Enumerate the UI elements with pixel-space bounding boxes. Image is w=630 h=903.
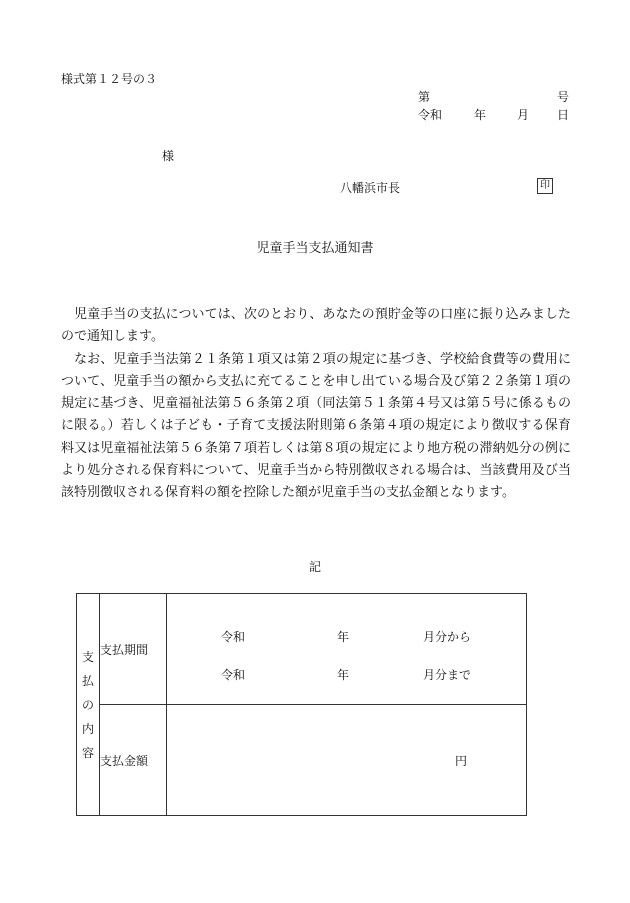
period-values	[167, 594, 527, 705]
period-to-era: 令和	[221, 668, 246, 682]
addressee-suffix: 様	[162, 149, 175, 163]
period-row	[77, 594, 527, 705]
date-year: 年	[474, 108, 487, 122]
body-paragraph-1: 児童手当の支払については、次のとおり、あなたの預貯金等の口座に振り込みましたので通知します。	[61, 307, 571, 345]
period-from-year: 年	[337, 630, 350, 644]
payment-details-table	[76, 593, 527, 816]
number-suffix: 号	[556, 90, 569, 104]
body-paragraph-2: なお、児童手当法第２１条第１項又は第２項の規定に基づき、学校給食費等の費用について、児童手当の額から支払に充てることを申し出ている場合及び第２２条第１項の規定に基づき、児童福祉法第５６条第２項（同法第５１条第４号又は第５号に係るものに限る。）若しくは子ども・子育て支援法附則第６条第４項の規定により徴収する保育料又は児童福祉法第５６条第７項若しくは第８項の規定により地方税の滞納処分の例により処分される保育料について、児童手当から特別徴収される場合は、当該費用及び当該特別徴収される保育料の額を控除した額が児童手当の支払金額となります。	[61, 351, 571, 501]
side-char: 内	[81, 721, 94, 736]
issuer-name: 八幡浜市長	[340, 181, 401, 195]
side-char: 支	[81, 649, 94, 664]
period-from-era: 令和	[221, 630, 246, 644]
side-char: 容	[81, 745, 94, 760]
amount-value	[167, 705, 527, 816]
date-month: 月	[517, 108, 530, 122]
period-label: 支払期間	[100, 594, 167, 705]
side-label	[77, 594, 100, 816]
amount-label: 支払金額	[100, 705, 167, 816]
period-to-year: 年	[337, 668, 350, 682]
date-era: 令和	[418, 108, 443, 122]
amount-row	[77, 705, 527, 816]
document-title: 児童手当支払通知書	[256, 241, 374, 256]
form-number: 様式第１２号の３	[61, 72, 158, 86]
seal-mark: 印	[537, 178, 553, 194]
notice-body	[61, 304, 571, 505]
number-prefix: 第	[418, 90, 431, 104]
side-char: 払	[81, 673, 94, 688]
date-day: 日	[556, 108, 569, 122]
amount-unit: 円	[455, 754, 468, 768]
period-from-suffix: 月分から	[423, 630, 472, 644]
period-to-suffix: 月分まで	[423, 668, 472, 682]
side-char: の	[81, 697, 94, 712]
ki-heading: 記	[308, 560, 321, 574]
